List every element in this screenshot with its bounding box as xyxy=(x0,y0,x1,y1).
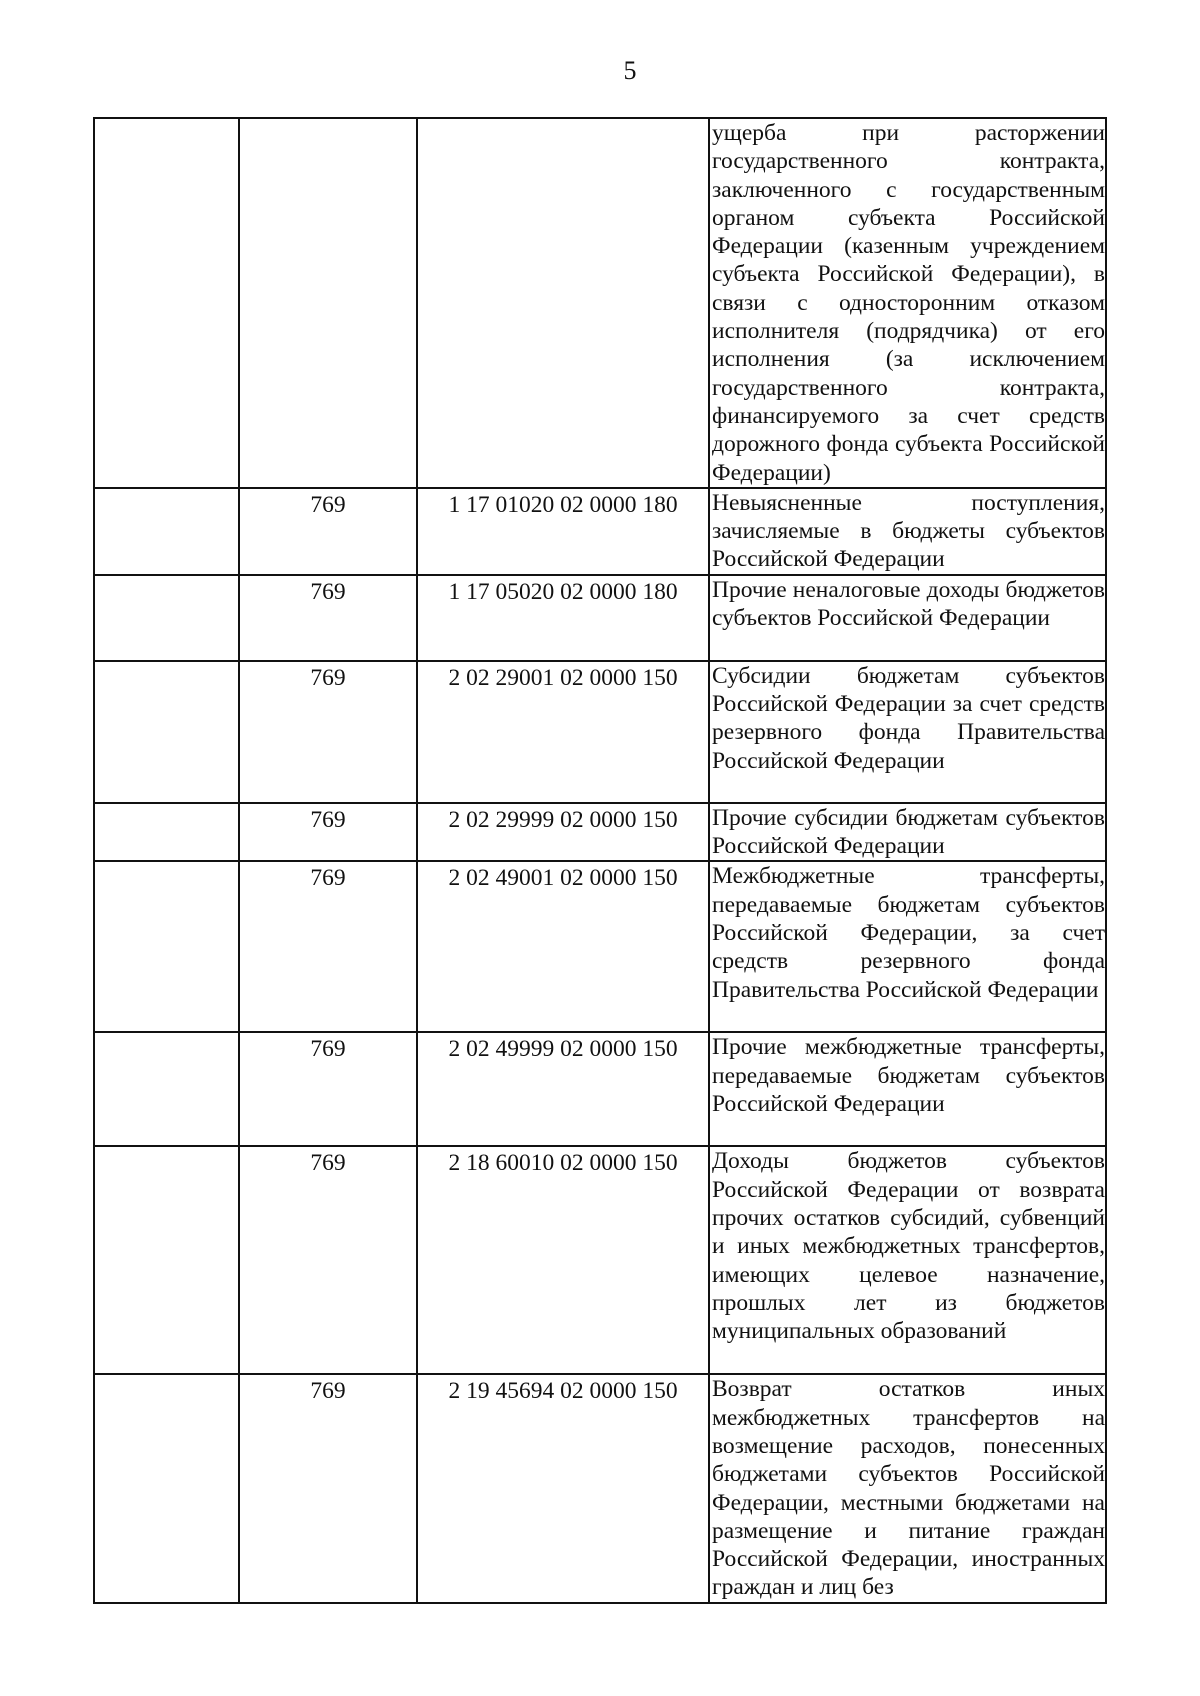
table-row xyxy=(94,575,1106,661)
empty-cell xyxy=(94,861,239,1032)
table-row xyxy=(94,1032,1106,1146)
page-number: 5 xyxy=(623,56,637,85)
admin-code-cell: 769 xyxy=(239,575,417,661)
revenue-name: Невыясненные поступления, зачисляемые в бюджеты субъектов Российской Федерации xyxy=(712,489,1105,573)
table-row xyxy=(94,118,1106,488)
admin-code-cell: 769 xyxy=(239,488,417,575)
name-cell xyxy=(709,488,1106,575)
admin-code-cell: 769 xyxy=(239,803,417,862)
table-row xyxy=(94,803,1106,862)
empty-cell xyxy=(94,1146,239,1374)
revenue-name: ущерба при расторжении государственного контракта, заключенного с государственным органом субъекта Российской Федерации (казенным учреждением субъекта Российской Федерации), в связи с односторонним отказом исполнителя (подрядчика) от его исполнения (за исключением государственного контракта, финансируемого за счет средств дорожного фонда субъекта Российской Федерации) xyxy=(712,120,1105,486)
admin-code-cell: 769 xyxy=(239,861,417,1032)
name-cell xyxy=(709,118,1106,488)
name-cell xyxy=(709,575,1106,661)
kbk-code-cell: 2 19 45694 02 0000 150 xyxy=(417,1374,709,1602)
empty-cell xyxy=(94,803,239,862)
empty-cell xyxy=(94,575,239,661)
empty-cell xyxy=(94,488,239,575)
revenue-name: Субсидии бюджетам субъектов Российской Федерации за счет средств резервного фонда Правительства Российской Федерации xyxy=(712,662,1105,774)
kbk-code-cell: 1 17 05020 02 0000 180 xyxy=(417,575,709,661)
admin-code-cell: 769 xyxy=(239,1032,417,1146)
name-cell xyxy=(709,661,1106,803)
name-cell xyxy=(709,1374,1106,1602)
kbk-code-cell: 1 17 01020 02 0000 180 xyxy=(417,488,709,575)
revenue-name: Доходы бюджетов субъектов Российской Федерации от возврата прочих остатков субсидий, субвенций и иных межбюджетных трансфертов, имеющих целевое назначение, прошлых лет из бюджетов муниципальных образований xyxy=(712,1148,1105,1345)
name-cell xyxy=(709,1146,1106,1374)
table-row xyxy=(94,1374,1106,1602)
name-cell xyxy=(709,803,1106,862)
kbk-code-cell: 2 18 60010 02 0000 150 xyxy=(417,1146,709,1374)
name-cell xyxy=(709,861,1106,1032)
revenue-name: Прочие неналоговые доходы бюджетов субъектов Российской Федерации xyxy=(712,576,1105,632)
revenue-name: Возврат остатков иных межбюджетных трансфертов на возмещение расходов, понесенных бюджетами субъектов Российской Федерации, местными бюджетами на размещение и питание граждан Российской Федерации, иностранных граждан и лиц без xyxy=(712,1376,1105,1601)
revenue-name: Прочие субсидии бюджетам субъектов Российской Федерации xyxy=(712,804,1105,860)
kbk-code-cell: 2 02 49001 02 0000 150 xyxy=(417,861,709,1032)
kbk-code-cell xyxy=(417,118,709,488)
empty-cell xyxy=(94,661,239,803)
empty-cell xyxy=(94,118,239,488)
admin-code-cell xyxy=(239,118,417,488)
table-row xyxy=(94,488,1106,575)
table-row xyxy=(94,1146,1106,1374)
revenue-name: Прочие межбюджетные трансферты, передаваемые бюджетам субъектов Российской Федерации xyxy=(712,1034,1105,1117)
revenue-name: Межбюджетные трансферты, передаваемые бюджетам субъектов Российской Федерации, за счет средств резервного фонда Правительства Российской Федерации xyxy=(712,863,1105,1003)
revenue-codes-table xyxy=(93,117,1107,1604)
admin-code-cell: 769 xyxy=(239,1374,417,1602)
kbk-code-cell: 2 02 29999 02 0000 150 xyxy=(417,803,709,862)
admin-code-cell: 769 xyxy=(239,661,417,803)
table-row xyxy=(94,661,1106,803)
name-cell xyxy=(709,1032,1106,1146)
table-row xyxy=(94,861,1106,1032)
kbk-code-cell: 2 02 49999 02 0000 150 xyxy=(417,1032,709,1146)
admin-code-cell: 769 xyxy=(239,1146,417,1374)
empty-cell xyxy=(94,1374,239,1602)
kbk-code-cell: 2 02 29001 02 0000 150 xyxy=(417,661,709,803)
empty-cell xyxy=(94,1032,239,1146)
